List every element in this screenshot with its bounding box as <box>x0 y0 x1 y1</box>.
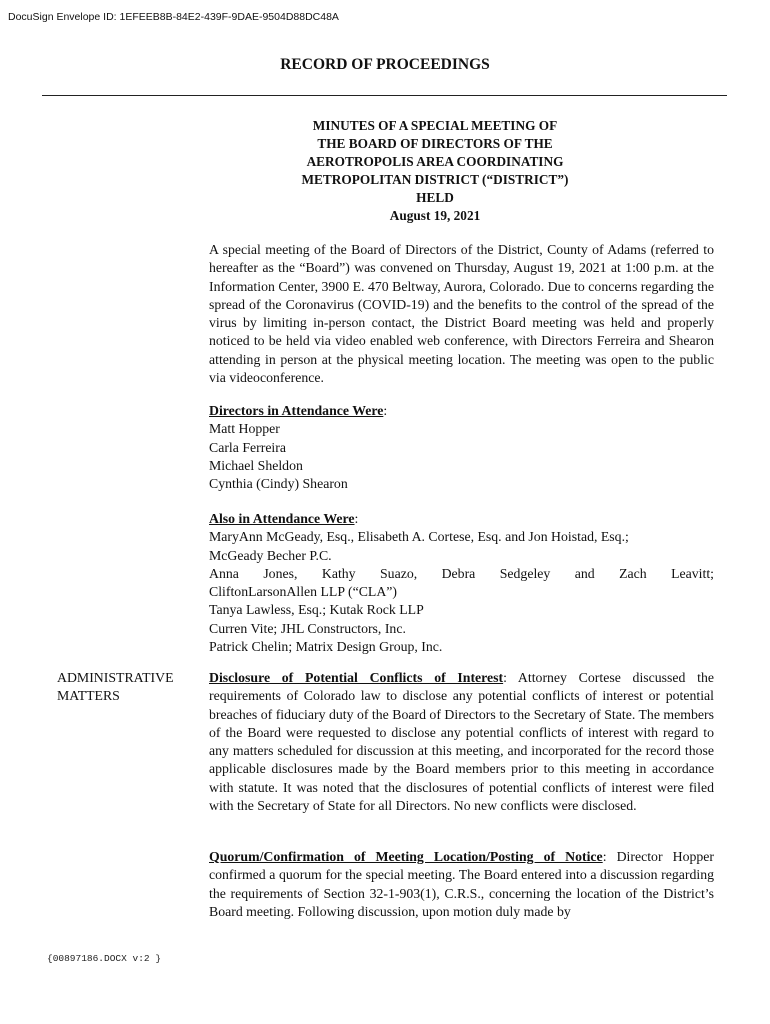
quorum-text: : Director Hopper confirmed a quorum for the special meeting. The Board entered into a discussion regarding the requirements of Section 32-1-903(1), C.R.S., concerning the location of the District’s Board meeting. Following discussion, upon motion duly made by <box>209 849 714 919</box>
attendee-line: MaryAnn McGeady, Esq., Elisabeth A. Cortese, Esq. and Jon Hoistad, Esq.; <box>209 529 629 545</box>
also-attendance-section <box>209 510 714 656</box>
disclosure-text: : Attorney Cortese discussed the requirements of Colorado law to disclose any potential conflicts of interest or potential breaches of fiduciary duty of the Board of Directors to the Secretary of State. The members of the Board were requested to disclose any potential conflicts of interest with regard to any matters scheduled for discussion at this meeting, and incorporated for the record those applicable disclosures made by the Board members prior to this meeting in accordance with statute. It was noted that the disclosures of potential conflicts of interest were filed with the Secretary of State for all Directors. No new conflicts were disclosed. <box>209 670 714 814</box>
attendee-line: McGeady Becher P.C. <box>209 547 332 563</box>
intro-paragraph: A special meeting of the Board of Directors of the District, County of Adams (referred to hereafter as the “Board”) was convened on Thursday, August 19, 2021 at 1:00 p.m. at the Information Center, 3900 E. 470 Beltway, Aurora, Colorado. Due to concerns regarding the spread of the Coronavirus (COVID-19) and the benefits to the control of the spread of the virus by limiting in-person contact, the District Board meeting was held and properly noticed to be held via video enabled web conference, with Directors Ferreira and Shearon attending in person at the physical meeting location. The meeting was open to the public via videoconference. <box>209 242 714 386</box>
title-line: METROPOLITAN DISTRICT (“DISTRICT”) <box>301 172 569 188</box>
quorum-paragraph <box>209 848 714 921</box>
title-line: HELD <box>416 190 454 206</box>
document-footer: {00897186.DOCX v:2 } <box>47 953 162 964</box>
docusign-envelope-id: DocuSign Envelope ID: 1EFEEB8B-84E2-439F-9DAE-9504D88DC48A <box>8 11 339 23</box>
disclosure-paragraph <box>209 669 714 815</box>
meeting-date: August 19, 2021 <box>389 208 481 224</box>
directors-heading: Directors in Attendance Were: <box>209 403 388 418</box>
minutes-title <box>210 117 660 226</box>
director-name: Carla Ferreira <box>209 439 286 455</box>
title-line: AEROTROPOLIS AREA COORDINATING <box>306 154 564 170</box>
attendee-line: Anna Jones, Kathy Suazo, Debra Sedgeley and Zach Leavitt; <box>209 565 714 581</box>
director-name: Cynthia (Cindy) Shearon <box>209 476 348 492</box>
also-attendance-heading: Also in Attendance Were: <box>209 511 359 526</box>
page-heading: RECORD OF PROCEEDINGS <box>280 56 490 73</box>
attendee-line: CliftonLarsonAllen LLP (“CLA”) <box>209 584 398 600</box>
heading-divider <box>42 95 727 96</box>
title-line: MINUTES OF A SPECIAL MEETING OF <box>312 118 558 133</box>
title-line: THE BOARD OF DIRECTORS OF THE <box>317 136 553 152</box>
directors-section <box>209 402 714 493</box>
section-label-administrative-matters: ADMINISTRATIVE MATTERS <box>57 670 174 704</box>
quorum-heading: Quorum/Confirmation of Meeting Location/Posting of Notice <box>209 849 603 864</box>
director-name: Michael Sheldon <box>209 457 303 473</box>
attendee-line: Tanya Lawless, Esq.; Kutak Rock LLP <box>209 602 424 618</box>
attendee-line: Patrick Chelin; Matrix Design Group, Inc. <box>209 639 443 655</box>
director-name: Matt Hopper <box>209 421 280 437</box>
attendee-line: Curren Vite; JHL Constructors, Inc. <box>209 620 406 636</box>
disclosure-heading: Disclosure of Potential Conflicts of Interest <box>209 670 504 685</box>
